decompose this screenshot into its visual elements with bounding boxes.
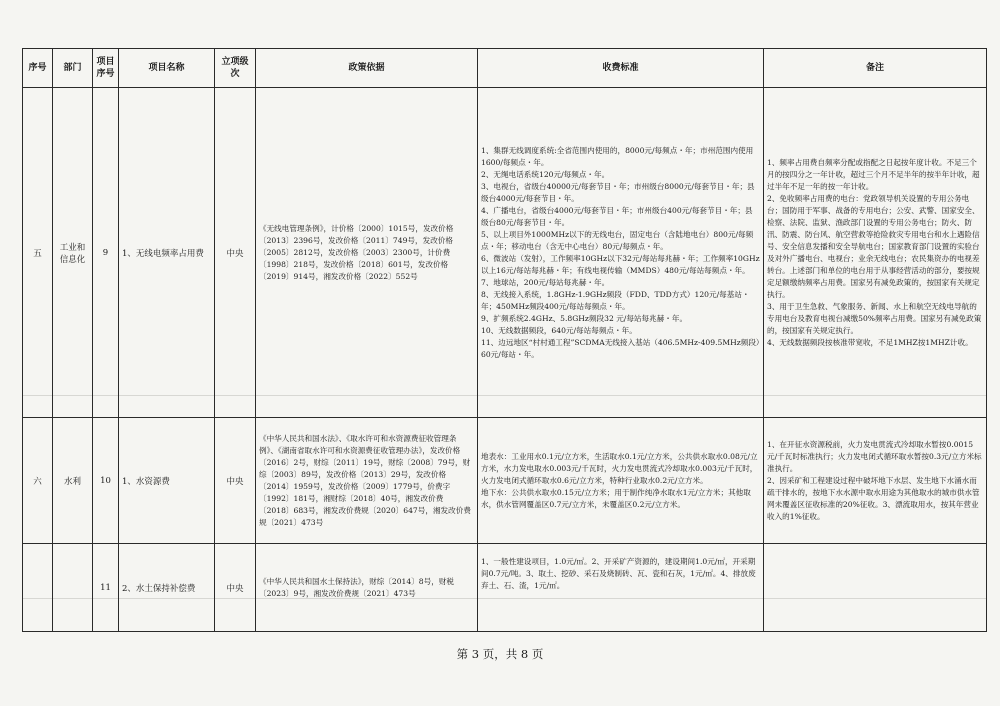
cell-seq: 六: [23, 418, 53, 544]
cell-dept: 工业和信息化: [53, 88, 93, 418]
header-standard: 收费标准: [478, 49, 764, 88]
cell-level: 中央: [215, 88, 256, 418]
cell-item-name: 1、无线电频率占用费: [119, 88, 215, 418]
cell-seq: 五: [23, 88, 53, 418]
cell-level: 中央: [215, 544, 256, 632]
page-number: 第 3 页，共 8 页: [456, 647, 544, 661]
fee-table: [22, 48, 987, 632]
cell-seq: [23, 544, 53, 632]
cell-dept: 水利: [53, 418, 93, 544]
cell-remark: 1、频率占用费自频率分配或指配之日起按年度计收。不足三个月的按四分之一年计收，超过三个月不足半年的按半年计收，超过半年不足一年的按一年计收。 2、免收频率占用费的电台：党政领导机关设置的专用公务电台；国防用于军事、战备的专用电台；公安、武警、国家安全、检察、法院、监狱、渔政部门设置的专用公务电台；防火、防汛、防震、防台风、航空营救等抢险救灾专用电台和水上遇险信号、安全信息发播和安全导航电台；国家教育部门设置的实验台及对外广播电台、电视台；业余无线电台；农民集资办的电视差转台。上述部门和单位的电台用于从事经营活动的部分，要按规定足额缴纳频率占用费。国家另有减免政策的，按国家有关规定执行。 3、用于卫生急救、气象服务、新闻、水上和航空无线电导航的专用电台及教育电视台减缴50%频率占用费。国家另有减免政策的，按国家有关规定执行。 4、无线数据频段按核准带宽收，不足1MHZ按1MHZ计收。: [764, 88, 987, 418]
cell-item-name: 1、水资源费: [119, 418, 215, 544]
header-dept: 部门: [53, 49, 93, 88]
cell-item-no: 10: [93, 418, 119, 544]
table-row: [23, 544, 987, 632]
header-basis: 政策依据: [256, 49, 478, 88]
header-item-no: 项目序号: [93, 49, 119, 88]
cell-item-no: 11: [93, 544, 119, 632]
cell-remark: 1、在开征水资源税前，火力发电贯流式冷却取水暂按0.0015元/千瓦时标准执行；火力发电闭式循环取水暂按0.3元/立方米标准执行。 2、因采矿和工程建设过程中破坏地下水层、发生地下水涌水而疏干排水的，按地下水水源中取水用途为其他取水的城市供水管网未覆盖区征收标准的20%征收。3、漂流取用水，按其年营业收入的1%征收。: [764, 418, 987, 544]
cell-basis: 《无线电管理条例》，计价格〔2000〕1015号，发改价格〔2013〕2396号，发改价格〔2011〕749号，发改价格〔2005〕2812号，发改价格〔2003〕2300号，计价费〔1998〕218号，发改价格〔2018〕601号，发改价格〔2019〕914号，湘发改价格〔2022〕552号: [256, 88, 478, 418]
cell-basis: 《中华人民共和国水法》、《取水许可和水资源费征收管理条例》、《湖南省取水许可和水资源费征收管理办法》，发改价格〔2016〕2号，财综〔2011〕19号，财综〔2008〕79号，财综〔2003〕89号，发改价格〔2013〕29号，发改价格〔2014〕1959号，发改价格〔2009〕1779号，价费字〔1992〕181号，湘财综〔2018〕40号，湘发改价费〔2018〕683号，湘发改价费规〔2020〕647号，湘发改价费规〔2021〕473号: [256, 418, 478, 544]
cell-standard: 地表水：工业用水0.1元/立方米，生活取水0.1元/立方米，公共供水取水0.08元/立方米，水力发电取水0.003元/千瓦时，火力发电贯流式冷却取水0.003元/千瓦时，火力发电闭式循环取水0.6元/立方米，特种行业取水0.2元/立方米。 地下水：公共供水取水0.15元/立方米；用于制作纯净水取水1元/立方米；其他取水，供水管网覆盖区0.7元/立方米，未覆盖区0.2元/立方米。: [478, 418, 764, 544]
header-level: 立项级次: [215, 49, 256, 88]
header-remark: 备注: [764, 49, 987, 88]
table-row: [23, 88, 987, 418]
cell-standard: 1、集群无线调度系统:全省范围内使用的，8000元/每频点・年；市州范围内使用1600/每频点・年。 2、无绳电话系统120元/每频点・年。 3、电视台，省级台40000元/每套节目・年；市州级台8000元/每套节目・年；县级台4000元/每套节目・年。 4、广播电台，省级台4000元/每套节目・年；市州级台400元/每套节目・年；县级台80元/每套节目・年。 5、以上项目外1000MHz以下的无线电台，固定电台（含陆地电台）800元/每频点・年；移动电台（含无中心电台）80元/每频点・年。 6、微波站（发射），工作频率10GHz以下32元/每站每兆赫・年；工作频率10GHz以上16元/每站每兆赫・年；有线电视传输（MMDS）480元/每站每频点・年。 7、地球站，200元/每站每兆赫・年。 8、无线接入系统，1.8GHz-1.9GHz频段（FDD、TDD方式）120元/每基站・年；450MHz频段400元/每站每频点・年。 9、扩频系统2.4GHz、5.8GHz频段32 元/每站每兆赫・年。 10、无线数据频段，640元/每站每频点・年。 11、边远地区“村村通工程”SCDMA无线接入基站（406.5MHz-409.5MHz频段）60元/每站・年。: [478, 88, 764, 418]
cell-level: 中央: [215, 418, 256, 544]
cell-basis: 《中华人民共和国水土保持法》，财综〔2014〕8号，财税〔2023〕9号，湘发改价费规〔2021〕473号: [256, 544, 478, 632]
cell-dept: [53, 544, 93, 632]
cell-remark: [764, 544, 987, 632]
cell-item-no: 9: [93, 88, 119, 418]
cell-standard: 1、一般性建设项目，1.0元/㎡。2、开采矿产资源的，建设期间1.0元/㎡，开采期间0.7元/吨。3、取土、挖砂、采石及烧制砖、瓦、瓷和石灰，1元/㎡。4、排放废弃土、石、渣，1元/㎡。: [478, 544, 764, 632]
cell-item-name: 2、水土保持补偿费: [119, 544, 215, 632]
header-item-name: 项目名称: [119, 49, 215, 88]
table-row: [23, 418, 987, 544]
header-seq: 序号: [23, 49, 53, 88]
table-header-row: [23, 49, 987, 88]
